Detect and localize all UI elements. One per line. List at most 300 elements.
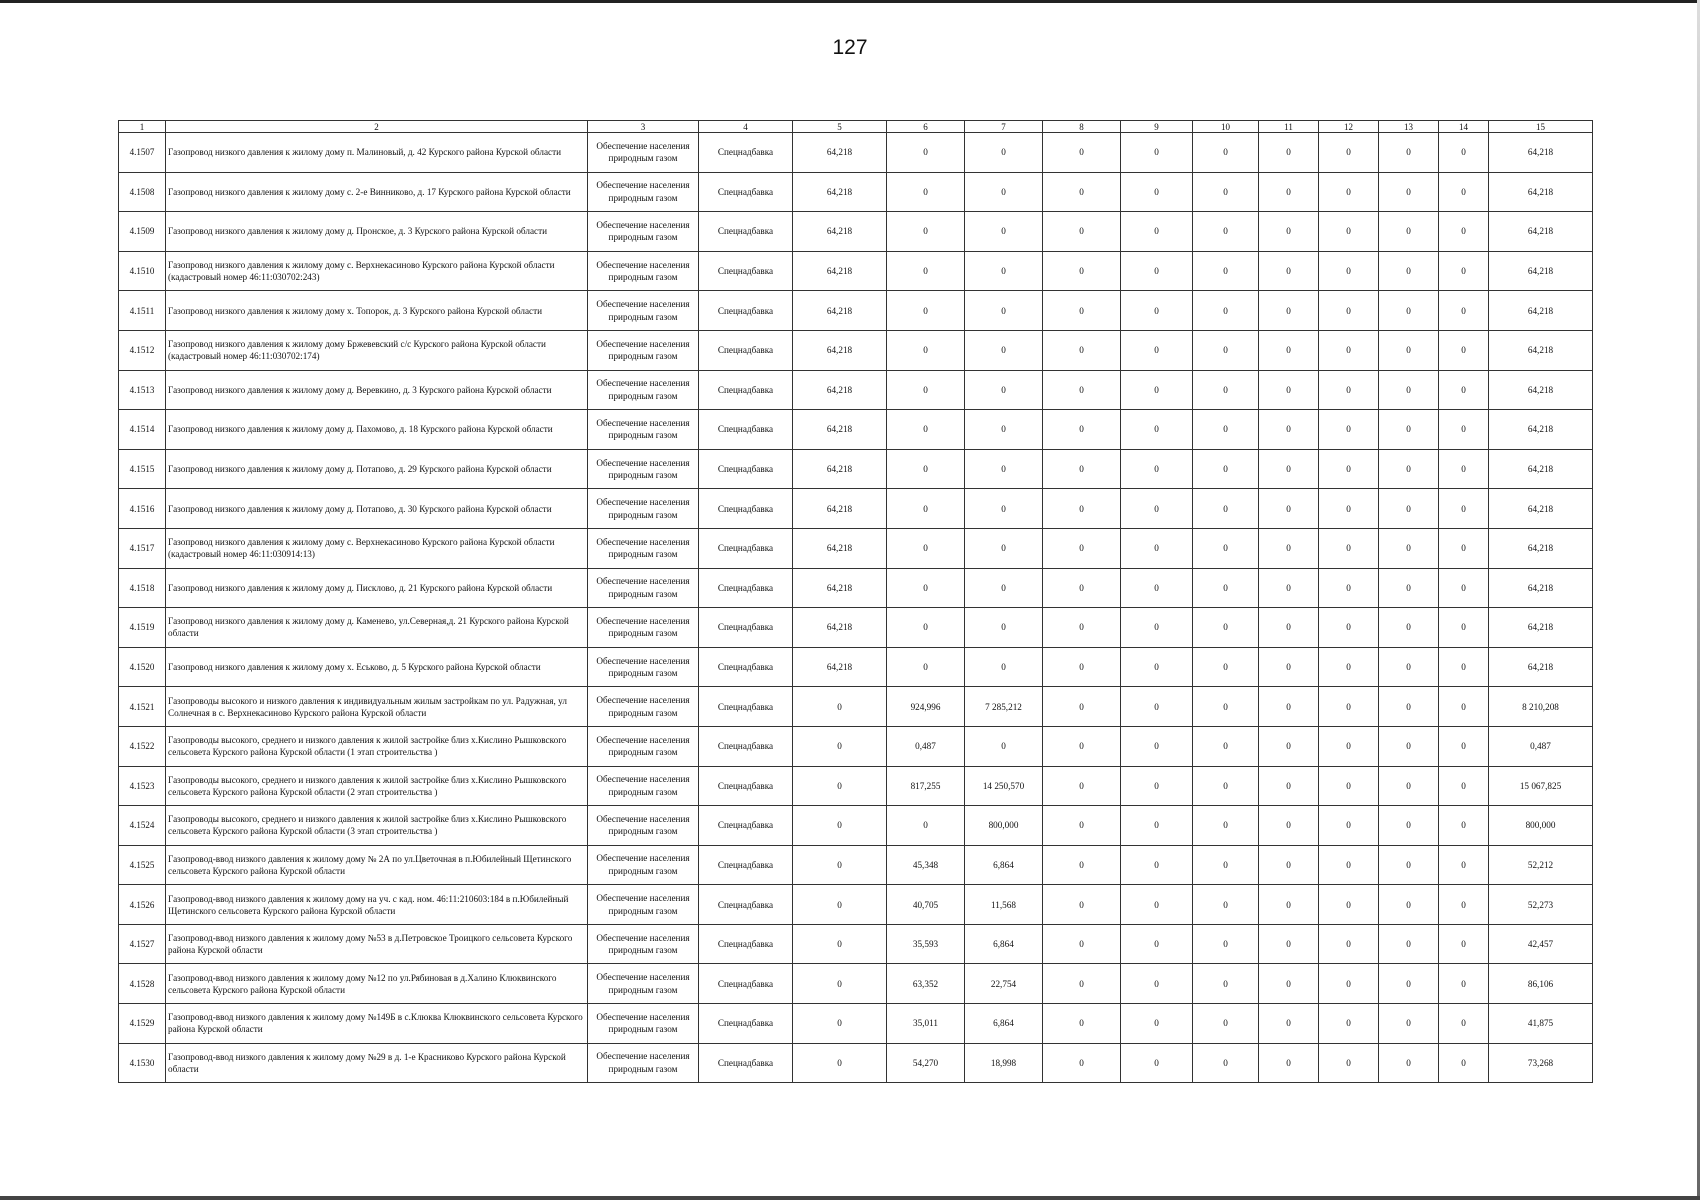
value-col-12-cell: 0 [1319, 608, 1379, 648]
value-col-14-cell: 0 [1439, 528, 1489, 568]
value-col-13-cell: 0 [1379, 885, 1439, 925]
value-col-12-cell: 0 [1319, 370, 1379, 410]
funding-source-cell: Спецнадбавка [699, 845, 793, 885]
value-col-6-cell: 0 [887, 528, 965, 568]
value-col-6-cell: 0 [887, 291, 965, 331]
value-col-13-cell: 0 [1379, 924, 1439, 964]
value-col-11-cell: 0 [1259, 291, 1319, 331]
value-col-11-cell: 0 [1259, 608, 1319, 648]
value-col-11-cell: 0 [1259, 687, 1319, 727]
value-col-7-cell: 0 [965, 647, 1043, 687]
value-col-14-cell: 0 [1439, 330, 1489, 370]
table-row [119, 608, 1593, 648]
row-code-cell: 4.1511 [119, 291, 166, 331]
value-col-12-cell: 0 [1319, 885, 1379, 925]
funding-source-cell: Спецнадбавка [699, 568, 793, 608]
value-col-14-cell: 0 [1439, 964, 1489, 1004]
value-col-10-cell: 0 [1193, 766, 1259, 806]
value-col-7-cell: 800,000 [965, 806, 1043, 846]
value-col-11-cell: 0 [1259, 133, 1319, 173]
value-col-14-cell: 0 [1439, 133, 1489, 173]
total-value-cell: 52,273 [1489, 885, 1593, 925]
column-number-header: 4 [699, 121, 793, 133]
value-col-5-cell: 0 [793, 885, 887, 925]
value-col-12-cell: 0 [1319, 1043, 1379, 1083]
value-col-8-cell: 0 [1043, 885, 1121, 925]
value-col-13-cell: 0 [1379, 568, 1439, 608]
value-col-12-cell: 0 [1319, 489, 1379, 529]
table-row [119, 964, 1593, 1004]
row-code-cell: 4.1513 [119, 370, 166, 410]
value-col-6-cell: 45,348 [887, 845, 965, 885]
column-number-header: 9 [1121, 121, 1193, 133]
value-col-12-cell: 0 [1319, 766, 1379, 806]
funding-source-cell: Спецнадбавка [699, 172, 793, 212]
table-row [119, 528, 1593, 568]
purpose-cell: Обеспечение населения природным газом [588, 608, 699, 648]
value-col-14-cell: 0 [1439, 568, 1489, 608]
object-name-cell: Газопровод низкого давления к жилому дому д. Каменево, ул.Северная,д. 21 Курского района Курской области [166, 608, 588, 648]
value-col-11-cell: 0 [1259, 726, 1319, 766]
value-col-8-cell: 0 [1043, 172, 1121, 212]
column-number-header: 11 [1259, 121, 1319, 133]
value-col-10-cell: 0 [1193, 608, 1259, 648]
value-col-5-cell: 0 [793, 806, 887, 846]
column-number-header: 3 [588, 121, 699, 133]
column-number-header: 15 [1489, 121, 1593, 133]
column-number-header: 12 [1319, 121, 1379, 133]
value-col-5-cell: 64,218 [793, 330, 887, 370]
object-name-cell: Газопровод низкого давления к жилому дому д. Веревкино, д. 3 Курского района Курской области [166, 370, 588, 410]
value-col-12-cell: 0 [1319, 568, 1379, 608]
row-code-cell: 4.1528 [119, 964, 166, 1004]
purpose-cell: Обеспечение населения природным газом [588, 964, 699, 1004]
value-col-7-cell: 6,864 [965, 845, 1043, 885]
value-col-12-cell: 0 [1319, 172, 1379, 212]
value-col-9-cell: 0 [1121, 251, 1193, 291]
value-col-13-cell: 0 [1379, 291, 1439, 331]
value-col-12-cell: 0 [1319, 647, 1379, 687]
table-row [119, 449, 1593, 489]
row-code-cell: 4.1523 [119, 766, 166, 806]
object-name-cell: Газопроводы высокого и низкого давления к индивидуальным жилым застройкам по ул. Радужная, ул Солнечная в с. Верхнекасиново Курского района Курской области [166, 687, 588, 727]
value-col-8-cell: 0 [1043, 449, 1121, 489]
funding-source-cell: Спецнадбавка [699, 1004, 793, 1044]
value-col-8-cell: 0 [1043, 845, 1121, 885]
value-col-11-cell: 0 [1259, 449, 1319, 489]
object-name-cell: Газопроводы высокого, среднего и низкого давления к жилой застройке близ х.Кислино Рышковского сельсовета Курского района Курской области (2 этап строительства ) [166, 766, 588, 806]
funding-source-cell: Спецнадбавка [699, 528, 793, 568]
table-row [119, 1004, 1593, 1044]
table-body [119, 133, 1593, 1083]
row-code-cell: 4.1522 [119, 726, 166, 766]
funding-source-cell: Спецнадбавка [699, 647, 793, 687]
page-top-edge [0, 0, 1700, 3]
value-col-7-cell: 0 [965, 133, 1043, 173]
row-code-cell: 4.1510 [119, 251, 166, 291]
total-value-cell: 64,218 [1489, 212, 1593, 252]
value-col-13-cell: 0 [1379, 330, 1439, 370]
value-col-14-cell: 0 [1439, 212, 1489, 252]
value-col-8-cell: 0 [1043, 489, 1121, 529]
value-col-10-cell: 0 [1193, 1043, 1259, 1083]
value-col-8-cell: 0 [1043, 410, 1121, 450]
value-col-5-cell: 64,218 [793, 489, 887, 529]
value-col-13-cell: 0 [1379, 251, 1439, 291]
object-name-cell: Газопровод низкого давления к жилому дому с. Верхнекасиново Курского района Курской области (кадастровый номер 46:11:030914:13) [166, 528, 588, 568]
column-number-header: 10 [1193, 121, 1259, 133]
value-col-11-cell: 0 [1259, 924, 1319, 964]
value-col-12-cell: 0 [1319, 291, 1379, 331]
funding-source-cell: Спецнадбавка [699, 291, 793, 331]
value-col-5-cell: 0 [793, 964, 887, 1004]
column-number-header-row [119, 121, 1593, 133]
total-value-cell: 64,218 [1489, 410, 1593, 450]
table-row [119, 806, 1593, 846]
row-code-cell: 4.1514 [119, 410, 166, 450]
value-col-11-cell: 0 [1259, 964, 1319, 1004]
value-col-7-cell: 14 250,570 [965, 766, 1043, 806]
purpose-cell: Обеспечение населения природным газом [588, 291, 699, 331]
row-code-cell: 4.1519 [119, 608, 166, 648]
value-col-5-cell: 0 [793, 1043, 887, 1083]
value-col-7-cell: 18,998 [965, 1043, 1043, 1083]
object-name-cell: Газопровод низкого давления к жилому дому х. Топорок, д. 3 Курского района Курской области [166, 291, 588, 331]
value-col-10-cell: 0 [1193, 370, 1259, 410]
value-col-8-cell: 0 [1043, 924, 1121, 964]
value-col-14-cell: 0 [1439, 924, 1489, 964]
value-col-5-cell: 64,218 [793, 291, 887, 331]
value-col-14-cell: 0 [1439, 172, 1489, 212]
value-col-12-cell: 0 [1319, 1004, 1379, 1044]
total-value-cell: 64,218 [1489, 449, 1593, 489]
value-col-6-cell: 0 [887, 608, 965, 648]
value-col-14-cell: 0 [1439, 449, 1489, 489]
value-col-9-cell: 0 [1121, 885, 1193, 925]
value-col-13-cell: 0 [1379, 726, 1439, 766]
value-col-14-cell: 0 [1439, 885, 1489, 925]
purpose-cell: Обеспечение населения природным газом [588, 410, 699, 450]
value-col-10-cell: 0 [1193, 251, 1259, 291]
value-col-8-cell: 0 [1043, 647, 1121, 687]
funding-source-cell: Спецнадбавка [699, 489, 793, 529]
value-col-9-cell: 0 [1121, 330, 1193, 370]
value-col-10-cell: 0 [1193, 1004, 1259, 1044]
value-col-9-cell: 0 [1121, 528, 1193, 568]
purpose-cell: Обеспечение населения природным газом [588, 133, 699, 173]
total-value-cell: 15 067,825 [1489, 766, 1593, 806]
value-col-11-cell: 0 [1259, 489, 1319, 529]
value-col-7-cell: 0 [965, 410, 1043, 450]
funding-source-cell: Спецнадбавка [699, 251, 793, 291]
value-col-11-cell: 0 [1259, 568, 1319, 608]
object-name-cell: Газопровод низкого давления к жилому дому д. Потапово, д. 30 Курского района Курской области [166, 489, 588, 529]
value-col-13-cell: 0 [1379, 806, 1439, 846]
total-value-cell: 64,218 [1489, 370, 1593, 410]
row-code-cell: 4.1529 [119, 1004, 166, 1044]
object-name-cell: Газопровод низкого давления к жилому дому п. Малиновый, д. 42 Курского района Курской области [166, 133, 588, 173]
purpose-cell: Обеспечение населения природным газом [588, 251, 699, 291]
value-col-6-cell: 0 [887, 251, 965, 291]
value-col-5-cell: 64,218 [793, 172, 887, 212]
object-name-cell: Газопровод низкого давления к жилому дому Бржевевский с/с Курского района Курской области (кадастровый номер 46:11:030702:174) [166, 330, 588, 370]
value-col-5-cell: 64,218 [793, 370, 887, 410]
value-col-10-cell: 0 [1193, 489, 1259, 529]
purpose-cell: Обеспечение населения природным газом [588, 330, 699, 370]
value-col-13-cell: 0 [1379, 528, 1439, 568]
value-col-10-cell: 0 [1193, 172, 1259, 212]
table-row [119, 330, 1593, 370]
page-number: 127 [832, 36, 868, 59]
row-code-cell: 4.1507 [119, 133, 166, 173]
value-col-9-cell: 0 [1121, 845, 1193, 885]
table-row [119, 924, 1593, 964]
value-col-6-cell: 0 [887, 370, 965, 410]
value-col-6-cell: 0 [887, 806, 965, 846]
value-col-10-cell: 0 [1193, 845, 1259, 885]
value-col-12-cell: 0 [1319, 726, 1379, 766]
object-name-cell: Газопровод низкого давления к жилому дому д. Писклово, д. 21 Курского района Курской области [166, 568, 588, 608]
value-col-5-cell: 64,218 [793, 568, 887, 608]
value-col-14-cell: 0 [1439, 726, 1489, 766]
object-name-cell: Газопровод низкого давления к жилому дому с. 2-е Винниково, д. 17 Курского района Курской области [166, 172, 588, 212]
purpose-cell: Обеспечение населения природным газом [588, 449, 699, 489]
purpose-cell: Обеспечение населения природным газом [588, 885, 699, 925]
purpose-cell: Обеспечение населения природным газом [588, 924, 699, 964]
total-value-cell: 64,218 [1489, 568, 1593, 608]
table-row [119, 568, 1593, 608]
value-col-13-cell: 0 [1379, 647, 1439, 687]
value-col-5-cell: 64,218 [793, 528, 887, 568]
value-col-14-cell: 0 [1439, 291, 1489, 331]
value-col-10-cell: 0 [1193, 924, 1259, 964]
column-number-header: 14 [1439, 121, 1489, 133]
value-col-6-cell: 0 [887, 568, 965, 608]
value-col-9-cell: 0 [1121, 647, 1193, 687]
value-col-11-cell: 0 [1259, 806, 1319, 846]
total-value-cell: 0,487 [1489, 726, 1593, 766]
value-col-12-cell: 0 [1319, 845, 1379, 885]
column-number-header: 7 [965, 121, 1043, 133]
value-col-12-cell: 0 [1319, 449, 1379, 489]
object-name-cell: Газопровод низкого давления к жилому дому д. Пронское, д. 3 Курского района Курской области [166, 212, 588, 252]
table-row [119, 410, 1593, 450]
value-col-6-cell: 0 [887, 449, 965, 489]
row-code-cell: 4.1521 [119, 687, 166, 727]
purpose-cell: Обеспечение населения природным газом [588, 1004, 699, 1044]
total-value-cell: 42,457 [1489, 924, 1593, 964]
value-col-14-cell: 0 [1439, 1004, 1489, 1044]
value-col-7-cell: 0 [965, 726, 1043, 766]
table-row [119, 726, 1593, 766]
object-name-cell: Газопроводы высокого, среднего и низкого давления к жилой застройке близ х.Кислино Рышковского сельсовета Курского района Курской области (1 этап строительства ) [166, 726, 588, 766]
value-col-6-cell: 817,255 [887, 766, 965, 806]
value-col-11-cell: 0 [1259, 330, 1319, 370]
value-col-9-cell: 0 [1121, 726, 1193, 766]
value-col-5-cell: 64,218 [793, 410, 887, 450]
total-value-cell: 52,212 [1489, 845, 1593, 885]
value-col-11-cell: 0 [1259, 1043, 1319, 1083]
value-col-8-cell: 0 [1043, 291, 1121, 331]
table-row [119, 133, 1593, 173]
purpose-cell: Обеспечение населения природным газом [588, 726, 699, 766]
value-col-6-cell: 0 [887, 133, 965, 173]
value-col-7-cell: 0 [965, 172, 1043, 212]
value-col-9-cell: 0 [1121, 291, 1193, 331]
table-row [119, 647, 1593, 687]
funding-source-cell: Спецнадбавка [699, 885, 793, 925]
value-col-13-cell: 0 [1379, 845, 1439, 885]
value-col-5-cell: 0 [793, 687, 887, 727]
value-col-10-cell: 0 [1193, 330, 1259, 370]
value-col-8-cell: 0 [1043, 528, 1121, 568]
funding-source-cell: Спецнадбавка [699, 964, 793, 1004]
purpose-cell: Обеспечение населения природным газом [588, 370, 699, 410]
table-row [119, 885, 1593, 925]
funding-source-cell: Спецнадбавка [699, 330, 793, 370]
value-col-14-cell: 0 [1439, 370, 1489, 410]
value-col-10-cell: 0 [1193, 133, 1259, 173]
value-col-8-cell: 0 [1043, 330, 1121, 370]
row-code-cell: 4.1512 [119, 330, 166, 370]
value-col-6-cell: 35,593 [887, 924, 965, 964]
value-col-11-cell: 0 [1259, 528, 1319, 568]
row-code-cell: 4.1527 [119, 924, 166, 964]
value-col-10-cell: 0 [1193, 410, 1259, 450]
value-col-11-cell: 0 [1259, 1004, 1319, 1044]
value-col-12-cell: 0 [1319, 964, 1379, 1004]
value-col-11-cell: 0 [1259, 370, 1319, 410]
value-col-7-cell: 0 [965, 528, 1043, 568]
value-col-6-cell: 0 [887, 330, 965, 370]
value-col-8-cell: 0 [1043, 608, 1121, 648]
value-col-5-cell: 64,218 [793, 212, 887, 252]
funding-source-cell: Спецнадбавка [699, 370, 793, 410]
value-col-8-cell: 0 [1043, 1043, 1121, 1083]
value-col-7-cell: 0 [965, 212, 1043, 252]
value-col-10-cell: 0 [1193, 212, 1259, 252]
total-value-cell: 64,218 [1489, 133, 1593, 173]
row-code-cell: 4.1509 [119, 212, 166, 252]
column-number-header: 5 [793, 121, 887, 133]
total-value-cell: 64,218 [1489, 330, 1593, 370]
funding-source-cell: Спецнадбавка [699, 924, 793, 964]
value-col-9-cell: 0 [1121, 806, 1193, 846]
value-col-7-cell: 11,568 [965, 885, 1043, 925]
value-col-13-cell: 0 [1379, 212, 1439, 252]
value-col-5-cell: 64,218 [793, 608, 887, 648]
value-col-12-cell: 0 [1319, 528, 1379, 568]
value-col-7-cell: 0 [965, 330, 1043, 370]
funding-source-cell: Спецнадбавка [699, 133, 793, 173]
value-col-13-cell: 0 [1379, 608, 1439, 648]
value-col-11-cell: 0 [1259, 766, 1319, 806]
value-col-9-cell: 0 [1121, 133, 1193, 173]
row-code-cell: 4.1524 [119, 806, 166, 846]
value-col-8-cell: 0 [1043, 964, 1121, 1004]
row-code-cell: 4.1517 [119, 528, 166, 568]
value-col-6-cell: 0 [887, 172, 965, 212]
object-name-cell: Газопровод-ввод низкого давления к жилому дому №29 в д. 1-е Красниково Курского района Курской области [166, 1043, 588, 1083]
value-col-14-cell: 0 [1439, 845, 1489, 885]
table-row [119, 212, 1593, 252]
column-number-header: 2 [166, 121, 588, 133]
purpose-cell: Обеспечение населения природным газом [588, 212, 699, 252]
value-col-5-cell: 64,218 [793, 449, 887, 489]
value-col-10-cell: 0 [1193, 687, 1259, 727]
value-col-13-cell: 0 [1379, 489, 1439, 529]
value-col-14-cell: 0 [1439, 806, 1489, 846]
table-row [119, 251, 1593, 291]
row-code-cell: 4.1525 [119, 845, 166, 885]
value-col-7-cell: 0 [965, 568, 1043, 608]
total-value-cell: 800,000 [1489, 806, 1593, 846]
value-col-5-cell: 0 [793, 726, 887, 766]
object-name-cell: Газопровод-ввод низкого давления к жилому дому на уч. с кад. ном. 46:11:210603:184 в п.Юбилейный Щетинского сельсовета Курского района Курской области [166, 885, 588, 925]
value-col-12-cell: 0 [1319, 133, 1379, 173]
value-col-13-cell: 0 [1379, 766, 1439, 806]
value-col-14-cell: 0 [1439, 647, 1489, 687]
value-col-8-cell: 0 [1043, 251, 1121, 291]
value-col-10-cell: 0 [1193, 528, 1259, 568]
value-col-9-cell: 0 [1121, 608, 1193, 648]
value-col-8-cell: 0 [1043, 687, 1121, 727]
row-code-cell: 4.1515 [119, 449, 166, 489]
value-col-11-cell: 0 [1259, 212, 1319, 252]
value-col-9-cell: 0 [1121, 410, 1193, 450]
row-code-cell: 4.1518 [119, 568, 166, 608]
value-col-14-cell: 0 [1439, 410, 1489, 450]
value-col-10-cell: 0 [1193, 806, 1259, 846]
object-name-cell: Газопровод низкого давления к жилому дому д. Потапово, д. 29 Курского района Курской области [166, 449, 588, 489]
total-value-cell: 64,218 [1489, 608, 1593, 648]
value-col-6-cell: 924,996 [887, 687, 965, 727]
funding-source-cell: Спецнадбавка [699, 608, 793, 648]
value-col-10-cell: 0 [1193, 291, 1259, 331]
value-col-12-cell: 0 [1319, 806, 1379, 846]
value-col-7-cell: 0 [965, 489, 1043, 529]
value-col-9-cell: 0 [1121, 1043, 1193, 1083]
value-col-6-cell: 40,705 [887, 885, 965, 925]
value-col-14-cell: 0 [1439, 1043, 1489, 1083]
table-row [119, 687, 1593, 727]
value-col-7-cell: 6,864 [965, 1004, 1043, 1044]
object-name-cell: Газопровод низкого давления к жилому дому с. Верхнекасиново Курского района Курской области (кадастровый номер 46:11:030702:243) [166, 251, 588, 291]
value-col-11-cell: 0 [1259, 885, 1319, 925]
value-col-7-cell: 0 [965, 251, 1043, 291]
value-col-6-cell: 0,487 [887, 726, 965, 766]
value-col-9-cell: 0 [1121, 212, 1193, 252]
total-value-cell: 86,106 [1489, 964, 1593, 1004]
column-number-header: 8 [1043, 121, 1121, 133]
purpose-cell: Обеспечение населения природным газом [588, 845, 699, 885]
value-col-9-cell: 0 [1121, 687, 1193, 727]
value-col-7-cell: 0 [965, 608, 1043, 648]
value-col-10-cell: 0 [1193, 726, 1259, 766]
value-col-10-cell: 0 [1193, 647, 1259, 687]
object-name-cell: Газопровод-ввод низкого давления к жилому дому № 2А по ул.Цветочная в п.Юбилейный Щетинского сельсовета Курского района Курской области [166, 845, 588, 885]
table-row [119, 370, 1593, 410]
object-name-cell: Газопровод низкого давления к жилому дому д. Пахомово, д. 18 Курского района Курской области [166, 410, 588, 450]
table-row [119, 1043, 1593, 1083]
value-col-14-cell: 0 [1439, 251, 1489, 291]
funding-source-cell: Спецнадбавка [699, 766, 793, 806]
value-col-9-cell: 0 [1121, 1004, 1193, 1044]
value-col-14-cell: 0 [1439, 608, 1489, 648]
table-row [119, 845, 1593, 885]
total-value-cell: 64,218 [1489, 489, 1593, 529]
purpose-cell: Обеспечение населения природным газом [588, 172, 699, 212]
